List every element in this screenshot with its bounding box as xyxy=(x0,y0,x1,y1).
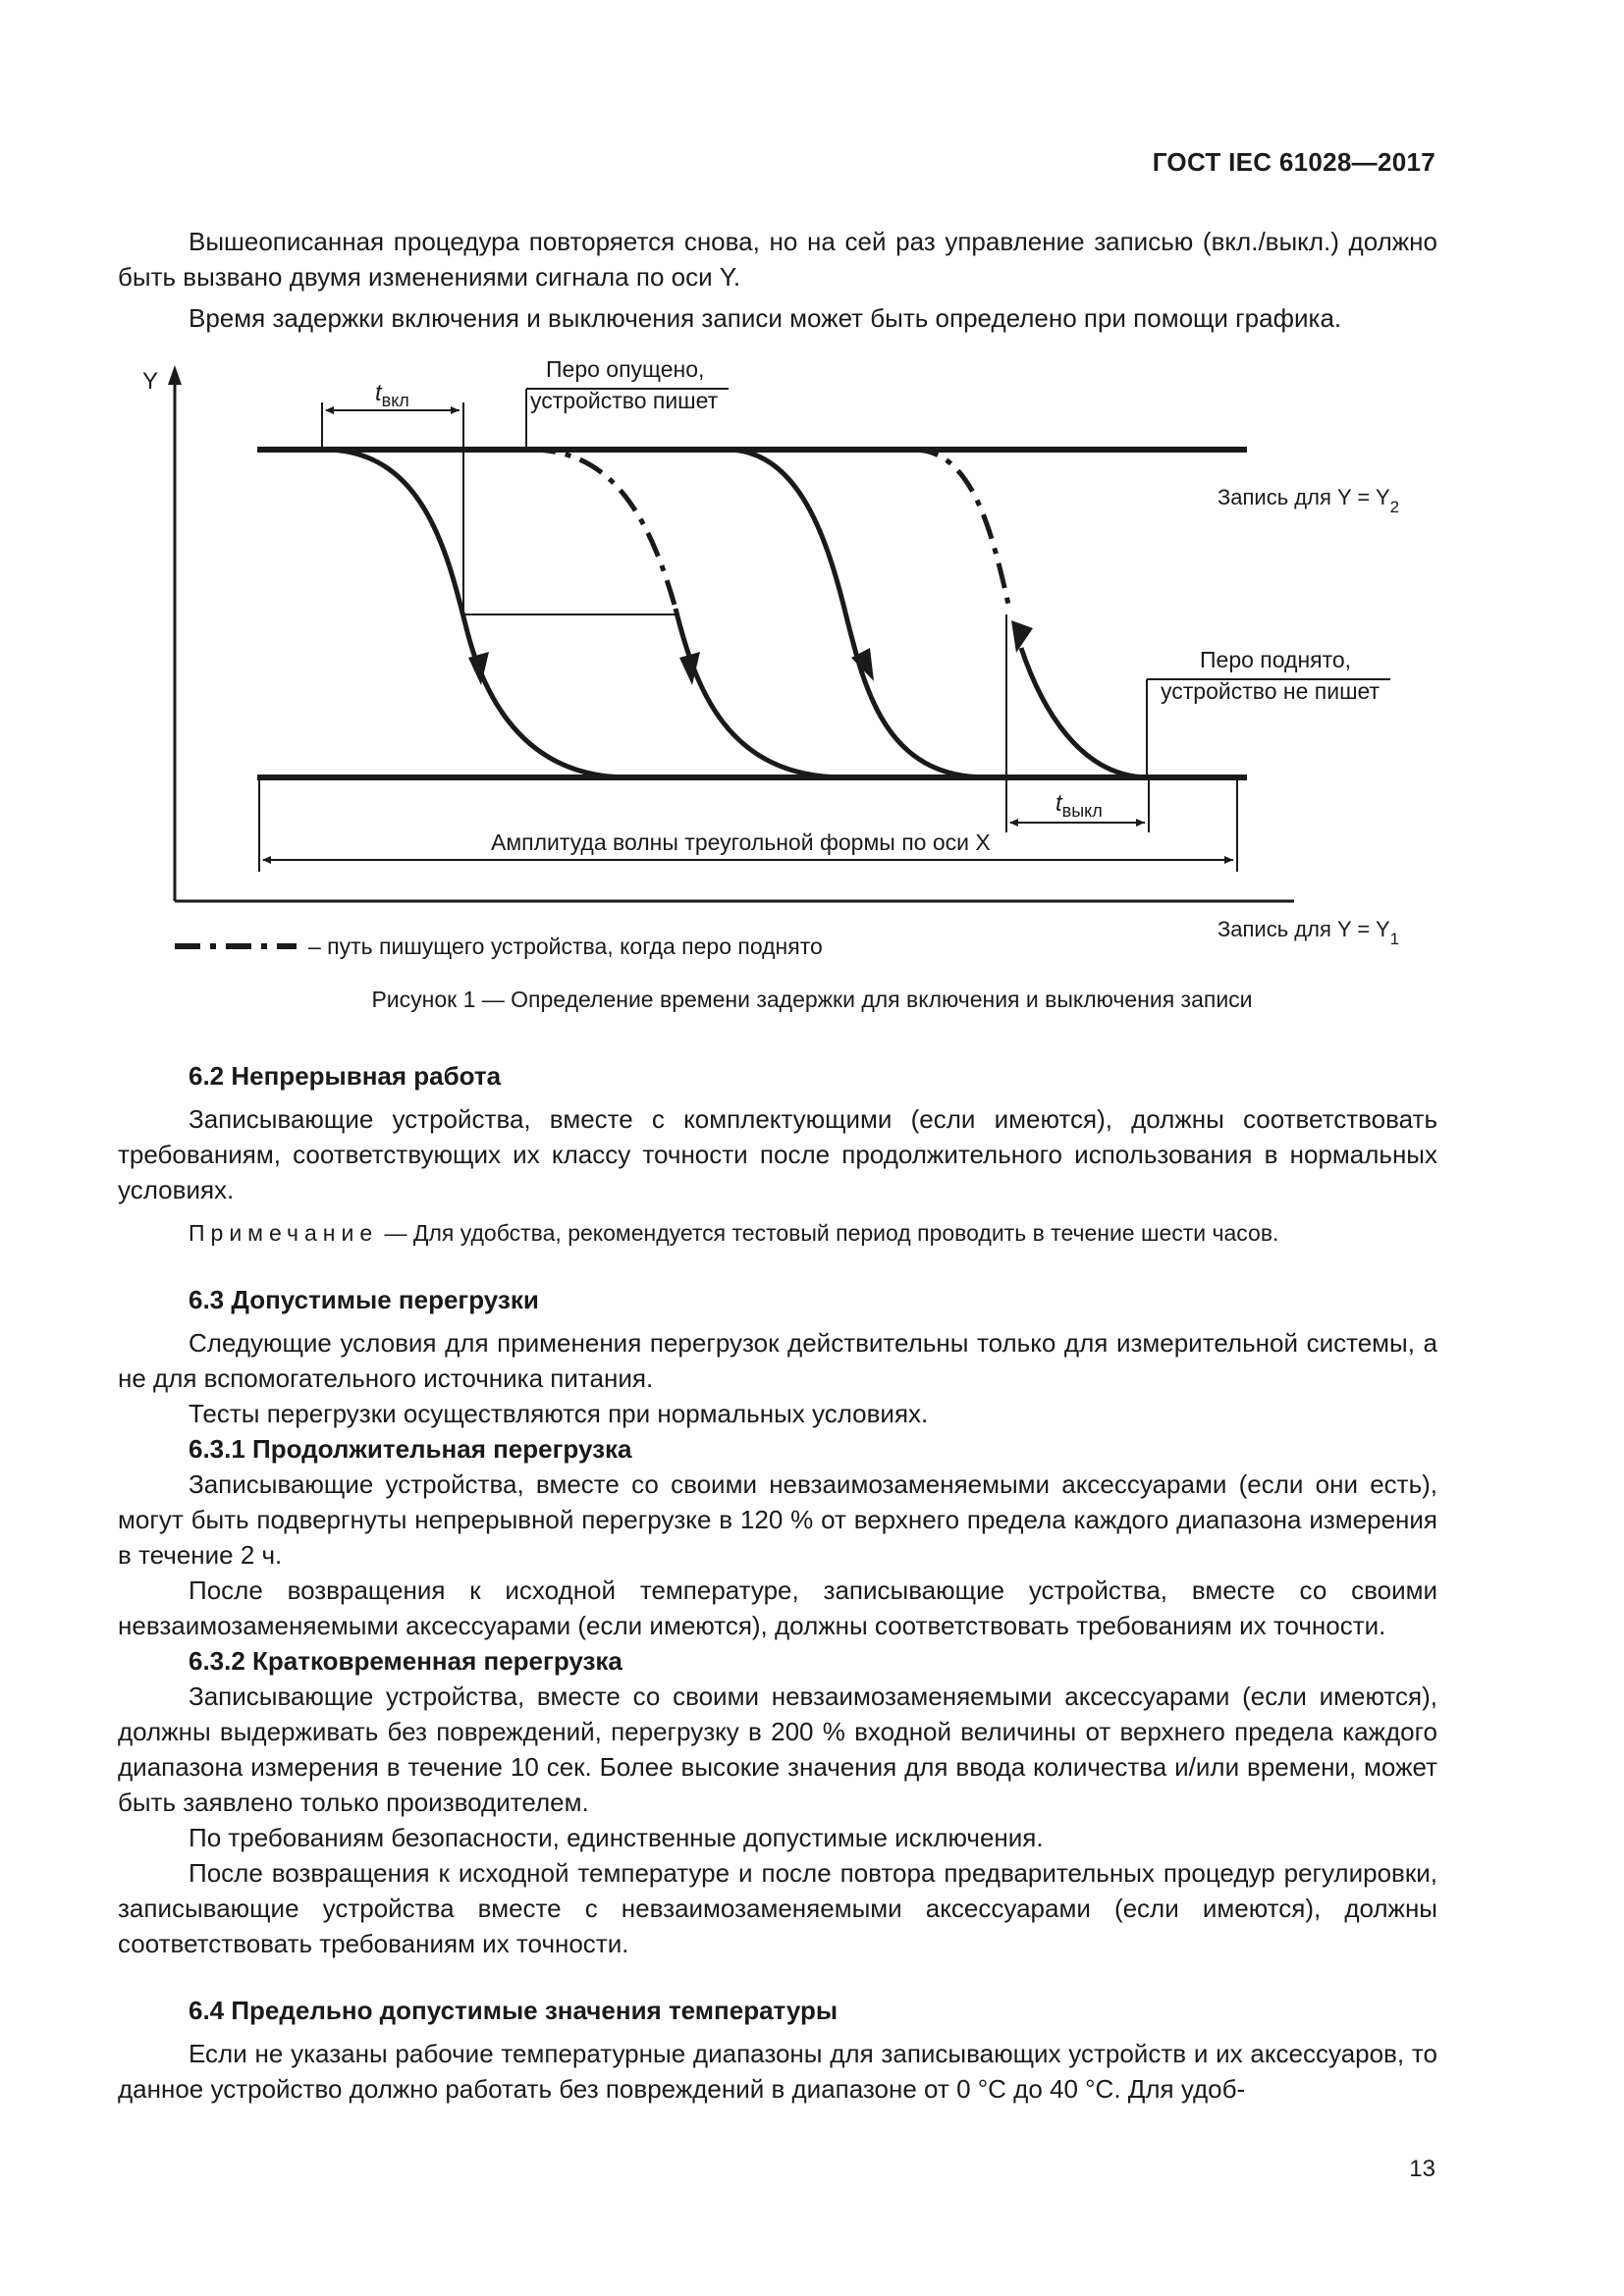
record-y1-label: Запись для $Y = Y_1$ xyxy=(1218,917,1400,948)
section-6-3-1-paragraph: Записывающие устройства, вместе со своими невзаимозаменяемыми аксессуарами (если они есть), могут быть подвергнуты непрерывной перегрузке в 120 % от верхнего предела каждого диапазона измерения в течение 2 ч. xyxy=(118,1469,1437,1570)
legend-label: – путь пишущего устройства, когда перо поднято xyxy=(308,934,823,959)
note xyxy=(118,1215,1437,1251)
pen-up-label-1: Перо поднято, xyxy=(1200,647,1352,672)
record-y2-label: Запись для $Y = Y_2$ xyxy=(1218,485,1400,516)
section-6-4-title: 6.4 Предельно допустимые значения температуры xyxy=(189,1996,839,2025)
figure-caption: Рисунок 1 — Определение времени задержки для включения и выключения записи xyxy=(371,987,1253,1012)
section-6-3-2-title: 6.3.2 Кратковременная перегрузка xyxy=(189,1646,623,1676)
section-6-3-1-title: 6.3.1 Продолжительная перегрузка xyxy=(189,1434,632,1464)
section-6-3-2-paragraph: После возвращения к исходной температуре и после повтора предварительных процедур регулировки, записывающие устройства вместе с невзаимозаменяемыми аксессуарами (если имеются), должны соответствовать требованиям их точности. xyxy=(118,1858,1437,1958)
section-6-3-2-paragraph: По требованиям безопасности, единственные допустимые исключения. xyxy=(189,1823,1044,1852)
y-axis-label: Y xyxy=(142,368,159,395)
curve-4-solid xyxy=(1021,648,1149,777)
pen-down-label-1: Перо опущено, xyxy=(546,356,705,382)
figure-delay-diagram xyxy=(0,0,1624,1041)
curve-2-solid xyxy=(676,609,844,777)
section-6-4-paragraph: Если не указаны рабочие температурные диапазоны для записывающих устройств и их аксессуаров, то данное устройство должно работать без повреждений в диапазоне от 0 °С до 40 °С. Для удоб- xyxy=(118,2039,1437,2104)
curve-2-dashed xyxy=(530,450,676,609)
page-number: 13 xyxy=(1409,2156,1435,2182)
section-6-3-paragraph: Следующие условия для применения перегрузок действительны только для измерительной системы, а не для вспомогательного источника питания. xyxy=(118,1328,1437,1393)
curve-4-dashed xyxy=(913,450,1009,609)
section-6-3-paragraph: Тесты перегрузки осуществляются при нормальных условиях. xyxy=(189,1399,929,1428)
section-6-3-2-paragraph: Записывающие устройства, вместе со своими невзаимозаменяемыми аксессуарами (если имеются), должны выдерживать без повреждений, перегрузку в 200 % входной величины от верхнего предела каждого диапазона измерения в течение 10 сек. Более высокие значения для ввода количества и/или времени, может быть заявлено только производителем. xyxy=(118,1682,1437,1817)
y-axis-arrow xyxy=(168,365,182,385)
t-off-label: $t_{выкл}$ xyxy=(1056,790,1103,821)
section-6-3-title: 6.3 Допустимые перегрузки xyxy=(189,1285,539,1314)
pen-up-label-2: устройство не пишет xyxy=(1161,678,1380,704)
intro-paragraph: Вышеописанная процедура повторяется снова, но на сей раз управление записью (вкл./выкл.) должно быть вызвано двумя изменениями сигнала по оси Y. xyxy=(118,227,1437,292)
intro-paragraph: Время задержки включения и выключения записи может быть определено при помощи графика. xyxy=(189,303,1342,333)
section-6-2-title: 6.2 Непрерывная работа xyxy=(189,1061,502,1091)
t-on-label: $t_{вкл}$ xyxy=(375,380,409,410)
amplitude-label: Амплитуда волны треугольной формы по оси X xyxy=(491,829,991,855)
section-6-2-paragraph: Записывающие устройства, вместе с комплектующими (если имеются), должны соответствовать требованиям, соответствующих их классу точности после продолжительного использования в нормальных условиях. xyxy=(118,1104,1437,1204)
section-6-3-1-paragraph: После возвращения к исходной температуре, записывающие устройства, вместе со своими невзаимозаменяемыми аксессуарами (если имеются), должны соответствовать требованиям их точности. xyxy=(118,1575,1437,1640)
body-text xyxy=(118,1058,1437,2107)
note-text: — Для удобства, рекомендуется тестовый период проводить в течение шести часов. xyxy=(378,1220,1279,1246)
pen-down-label-2: устройство пишет xyxy=(530,388,719,413)
note-label: Примечание xyxy=(189,1220,379,1246)
curve-3 xyxy=(727,450,987,777)
document-header: ГОСТ IEC 61028—2017 xyxy=(1152,147,1435,177)
